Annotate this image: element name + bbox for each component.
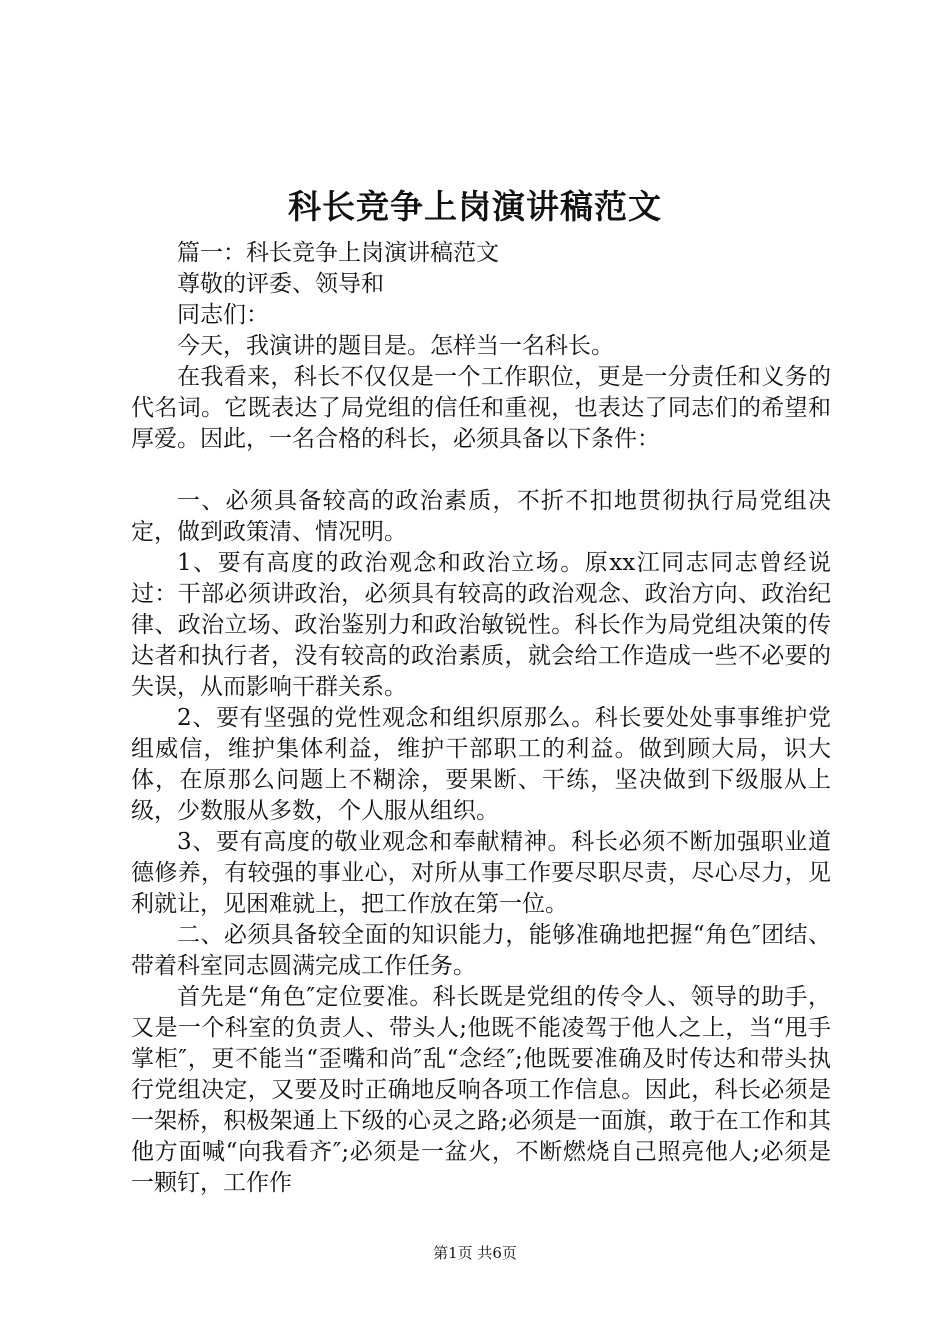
paragraph-salutation-1: 尊敬的评委、领导和 <box>177 271 384 297</box>
paragraph-section-1: 一、必须具备较高的政治素质，不折不扣地贯彻执行局党组决定，做到政策清、情况明。 <box>131 488 831 545</box>
page-number-footer: 第1页 共6页 <box>433 1244 517 1262</box>
paragraph-point-1: 1、要有高度的政治观念和政治立场。原xx江同志同志曾经说过：干部必须讲政治，必须具有较高的政治观念、政治方向、政治纪律、政治立场、政治鉴别力和政治敏锐性。科长作为局党组决策的传达者和执行者，没有较高的政治素质，就会给工作造成一些不必要的失误，从而影响干群关系。 <box>131 550 831 700</box>
paragraph-salutation-2: 同志们： <box>177 302 269 328</box>
paragraph-gap <box>131 455 831 486</box>
paragraph-point-3: 3、要有高度的敬业观念和奉献精神。科长必须不断加强职业道德修养，有较强的事业心，对所从事工作要尽职尽责，尽心尽力，见利就让，见困难就上，把工作放在第一位。 <box>131 829 831 917</box>
paragraph-section-2: 二、必须具备较全面的知识能力，能够准确地把握“角色″团结、带着科室同志圆满完成工作任务。 <box>131 922 831 979</box>
paragraph-role: 首先是“角色″定位要准。科长既是党组的传令人、领导的助手，又是一个科室的负责人、带头人;他既不能凌驾于他人之上，当“甩手掌柜″，更不能当“歪嘴和尚″乱“念经″;他既要准确及时传达和带头执行党组决定，又要及时正确地反响各项工作信息。因此，科长必须是一架桥，积极架通上下级的心灵之路;必须是一面旗，敢于在工作和其他方面喊“向我看齐″;必须是一盆火，不断燃烧自己照亮他人;必须是一颗钉，工作作 <box>131 984 831 1196</box>
paragraph-point-2: 2、要有坚强的党性观念和组织原那么。科长要处处事事维护党组威信，维护集体利益，维护干部职工的利益。做到顾大局，识大体，在原那么问题上不糊涂，要果断、干练，坚决做到下级服从上级，少数服从多数，个人服从组织。 <box>131 705 831 824</box>
paragraph-heading-1: 篇一：科长竞争上岗演讲稿范文 <box>177 240 499 266</box>
document-body <box>131 238 831 1199</box>
paragraph-topic: 今天，我演讲的题目是。怎样当一名科长。 <box>177 333 614 359</box>
document-title: 科长竞争上岗演讲稿范文 <box>288 187 662 226</box>
paragraph-intro: 在我看来，科长不仅仅是一个工作职位，更是一分责任和义务的代名词。它既表达了局党组的信任和重视，也表达了同志们的希望和厚爱。因此，一名合格的科长，必须具备以下条件： <box>131 364 831 452</box>
